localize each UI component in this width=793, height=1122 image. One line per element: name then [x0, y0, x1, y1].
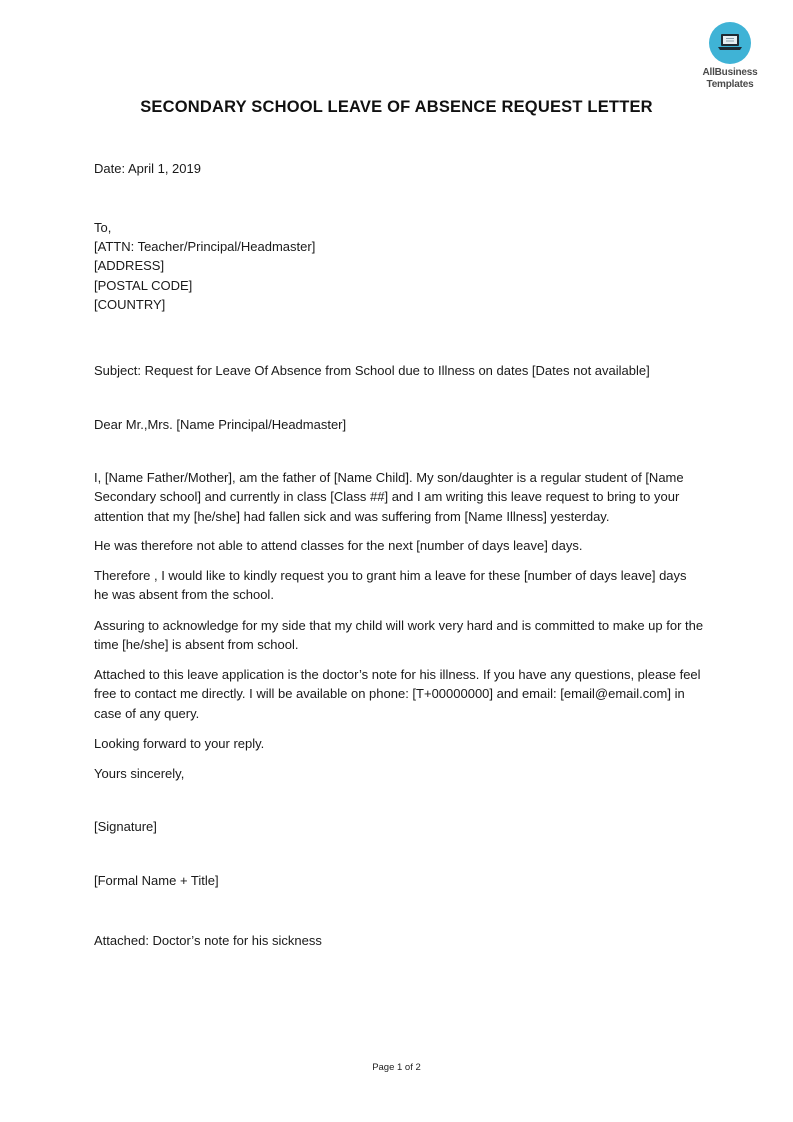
recipient-attn: [ATTN: Teacher/Principal/Headmaster] — [94, 239, 316, 254]
recipient-country: [COUNTRY] — [94, 297, 166, 312]
letter-date: Date: April 1, 2019 — [94, 161, 201, 176]
logo-text-line2: Templates — [706, 79, 754, 90]
body-paragraph-6: Looking forward to your reply. — [94, 736, 265, 751]
letter-subject: Subject: Request for Leave Of Absence from School due to Illness on dates [Dates not available] — [94, 363, 650, 378]
recipient-to: To, — [94, 220, 112, 235]
logo-text-line1: AllBusiness — [702, 67, 758, 78]
document-title: SECONDARY SCHOOL LEAVE OF ABSENCE REQUEST LETTER — [140, 98, 653, 116]
page-number: Page 1 of 2 — [372, 1062, 421, 1073]
body-paragraph-1: I, [Name Father/Mother], am the father of [Name Child]. My son/daughter is a regular student of [Name Secondary school] and currently in class [Class ##] and I am writing this leave request to bring to your attention that my [he/she] had fallen sick and was suffering from [Name Illness] yesterday. — [94, 470, 684, 524]
body-paragraph-2: He was therefore not able to attend classes for the next [number of days leave] days. — [94, 538, 583, 553]
body-paragraph-3: Therefore , I would like to kindly request you to grant him a leave for these [number of days leave] days he was absent from the school. — [94, 568, 687, 603]
formal-name-placeholder: [Formal Name + Title] — [94, 873, 219, 888]
laptop-icon — [718, 33, 742, 53]
attachment-note: Attached: Doctor’s note for his sickness — [94, 933, 322, 948]
logo-badge — [709, 22, 751, 64]
signature-placeholder: [Signature] — [94, 819, 157, 834]
allbusiness-templates-logo — [690, 22, 770, 91]
letter-closing: Yours sincerely, — [94, 766, 185, 781]
letter-salutation: Dear Mr.,Mrs. [Name Principal/Headmaster] — [94, 417, 347, 432]
recipient-postal-code: [POSTAL CODE] — [94, 278, 193, 293]
body-paragraph-5: Attached to this leave application is the doctor’s note for his illness. If you have any questions, please feel free to contact me directly. I will be available on phone: [T+00000000] and email: [email@email.com] in case of any query. — [94, 667, 701, 721]
recipient-address: [ADDRESS] — [94, 258, 165, 273]
body-paragraph-4: Assuring to acknowledge for my side that my child will work very hard and is committed to make up for the time [he/she] is absent from school. — [94, 618, 704, 653]
